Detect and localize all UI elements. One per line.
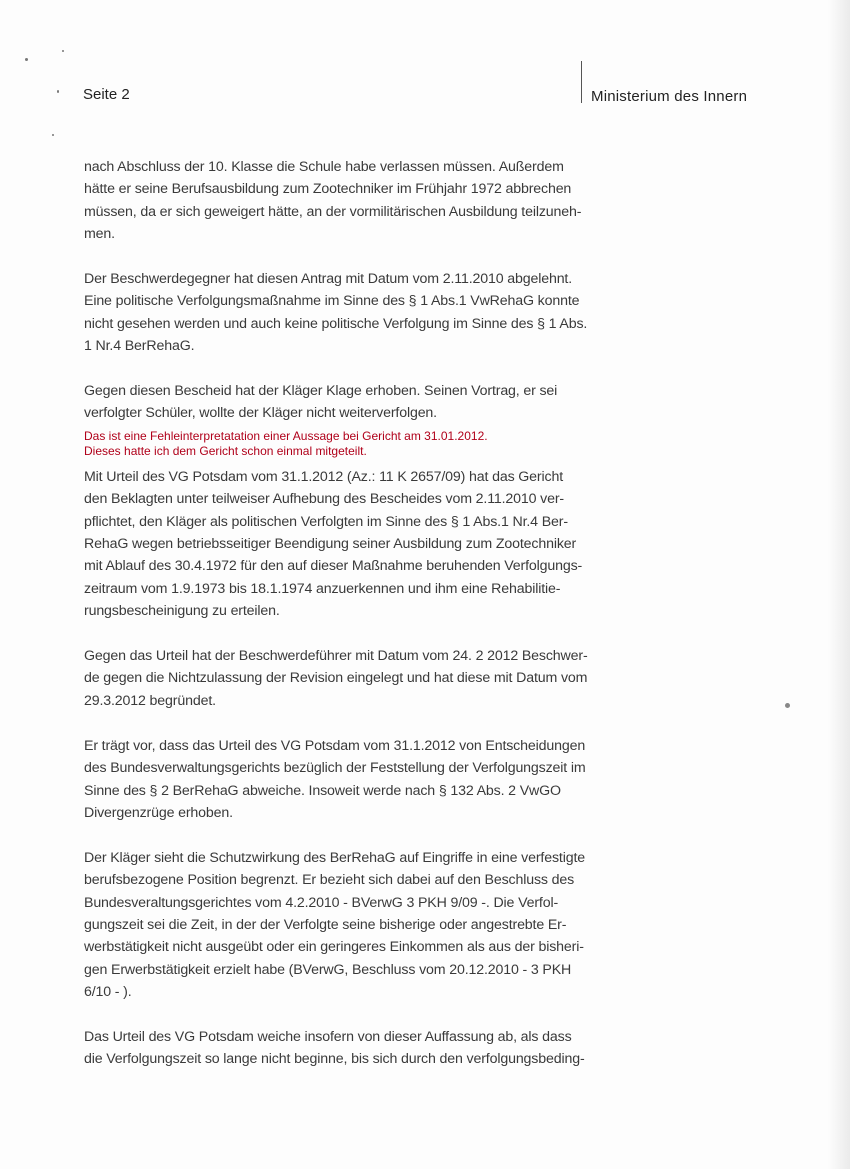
text-line: Das Urteil des VG Potsdam weiche insofern von dieser Auffassung ab, als dass xyxy=(84,1028,572,1045)
text-line: rungsbescheinigung zu erteilen. xyxy=(84,603,280,620)
scan-speck xyxy=(25,58,28,61)
text-line: nach Abschluss der 10. Klasse die Schule habe verlassen müssen. Außerdem xyxy=(84,159,564,175)
text-line: hätte er seine Berufsausbildung zum Zootechniker im Frühjahr 1972 abbrechen xyxy=(84,181,572,198)
text-line: gen Erwerbstätigkeit erzielt habe (BVerwG, Beschluss vom 20.12.2010 - 3 PKH xyxy=(84,961,572,978)
scan-shadow xyxy=(828,0,850,1169)
text-line: die Verfolgungszeit so lange nicht beginne, bis sich durch den verfolgungsbeding- xyxy=(84,1051,585,1068)
text-line: nicht gesehen werden und auch keine politische Verfolgung im Sinne des § 1 Abs. xyxy=(84,315,588,332)
text-line: gungszeit sei die Zeit, in der der Verfolgte seine bisherige oder angestrebte Er- xyxy=(84,916,567,933)
text-line: 29.3.2012 begründet. xyxy=(84,692,216,709)
text-line: RehaG wegen betriebsseitiger Beendigung seiner Ausbildung zum Zootechniker xyxy=(84,536,577,553)
scan-speck xyxy=(62,50,64,52)
scan-speck xyxy=(785,703,790,708)
scan-speck xyxy=(57,90,59,93)
annotation-line: Dieses hatte ich dem Gericht schon einmal mitgeteilt. xyxy=(84,443,367,458)
text-line: pflichtet, den Kläger als politischen Verfolgten im Sinne des § 1 Abs.1 Nr.4 Ber- xyxy=(84,513,568,530)
text-line: des Bundesverwaltungsgerichts bezüglich der Feststellung der Verfolgungszeit im xyxy=(84,760,586,777)
text-line: 6/10 - ). xyxy=(84,984,132,1001)
text-line: berufsbezogene Position begrenzt. Er bezieht sich dabei auf den Beschluss des xyxy=(84,872,575,889)
text-line: 1 Nr.4 BerRehaG. xyxy=(84,338,195,355)
text-line: Divergenzrüge erhoben. xyxy=(84,804,233,821)
text-line: Mit Urteil des VG Potsdam vom 31.1.2012 (Az.: 11 K 2657/09) hat das Gericht xyxy=(84,468,563,485)
text-line: Der Kläger sieht die Schutzwirkung des BerRehaG auf Eingriffe in eine verfestigte xyxy=(84,849,585,866)
text-line: Der Beschwerdegegner hat diesen Antrag mit Datum vom 2.11.2010 abgelehnt. xyxy=(84,271,573,288)
handwritten-annotation xyxy=(84,429,584,459)
text-line: Sinne des § 2 BerRehaG abweiche. Insoweit werde nach § 132 Abs. 2 VwGO xyxy=(84,782,561,799)
text-line: müssen, da er sich geweigert hätte, an der vormilitärischen Ausbildung teilzuneh- xyxy=(84,203,582,220)
paragraph-school xyxy=(84,156,584,246)
paragraph-complaint xyxy=(84,645,588,712)
annotation-line: Das ist eine Fehleinterpretatation einer Aussage bei Gericht am 31.01.2012. xyxy=(84,428,488,443)
text-line: Gegen diesen Bescheid hat der Kläger Klage erhoben. Seinen Vortrag, er sei xyxy=(84,383,558,400)
ministry-name: Ministerium des Innern xyxy=(591,88,748,105)
text-line: Eine politische Verfolgungsmaßnahme im Sinne des § 1 Abs.1 VwRehaG konnte xyxy=(84,293,580,310)
scan-speck xyxy=(52,134,54,136)
text-line: Gegen das Urteil hat der Beschwerdeführer mit Datum vom 24. 2 2012 Beschwer- xyxy=(84,648,588,665)
paragraph-deviation xyxy=(84,1026,584,1071)
text-line: verfolgter Schüler, wollte der Kläger nicht weiterverfolgen. xyxy=(84,405,437,422)
header-divider xyxy=(581,61,582,103)
text-line: den Beklagten unter teilweiser Aufhebung des Bescheides vom 2.11.2010 ver- xyxy=(84,491,564,508)
paragraph-rejection xyxy=(84,268,588,358)
text-line: men. xyxy=(84,226,115,243)
text-line: werbstätigkeit nicht ausgeübt oder ein geringeres Einkommen als aus der bisheri- xyxy=(84,939,584,956)
text-line: de gegen die Nichtzulassung der Revision eingelegt und hat diese mit Datum vom xyxy=(84,670,588,687)
text-line: Er trägt vor, dass das Urteil des VG Potsdam vom 31.1.2012 von Entscheidungen xyxy=(84,737,586,754)
letter-body xyxy=(84,156,588,1093)
text-line: zeitraum vom 1.9.1973 bis 18.1.1974 anzuerkennen und ihm eine Rehabilitie- xyxy=(84,580,561,597)
paragraph-judgment xyxy=(84,466,584,623)
text-line: mit Ablauf des 30.4.1972 für den auf dieser Maßnahme beruhenden Verfolgungs- xyxy=(84,558,583,575)
paragraph-divergence xyxy=(84,735,584,825)
paragraph-lawsuit xyxy=(84,380,584,425)
paragraph-protection xyxy=(84,847,584,1004)
page-number: Seite 2 xyxy=(83,86,130,103)
text-line: Bundesveraltungsgerichtes vom 4.2.2010 - BVerwG 3 PKH 9/09 -. Die Verfol- xyxy=(84,894,559,911)
